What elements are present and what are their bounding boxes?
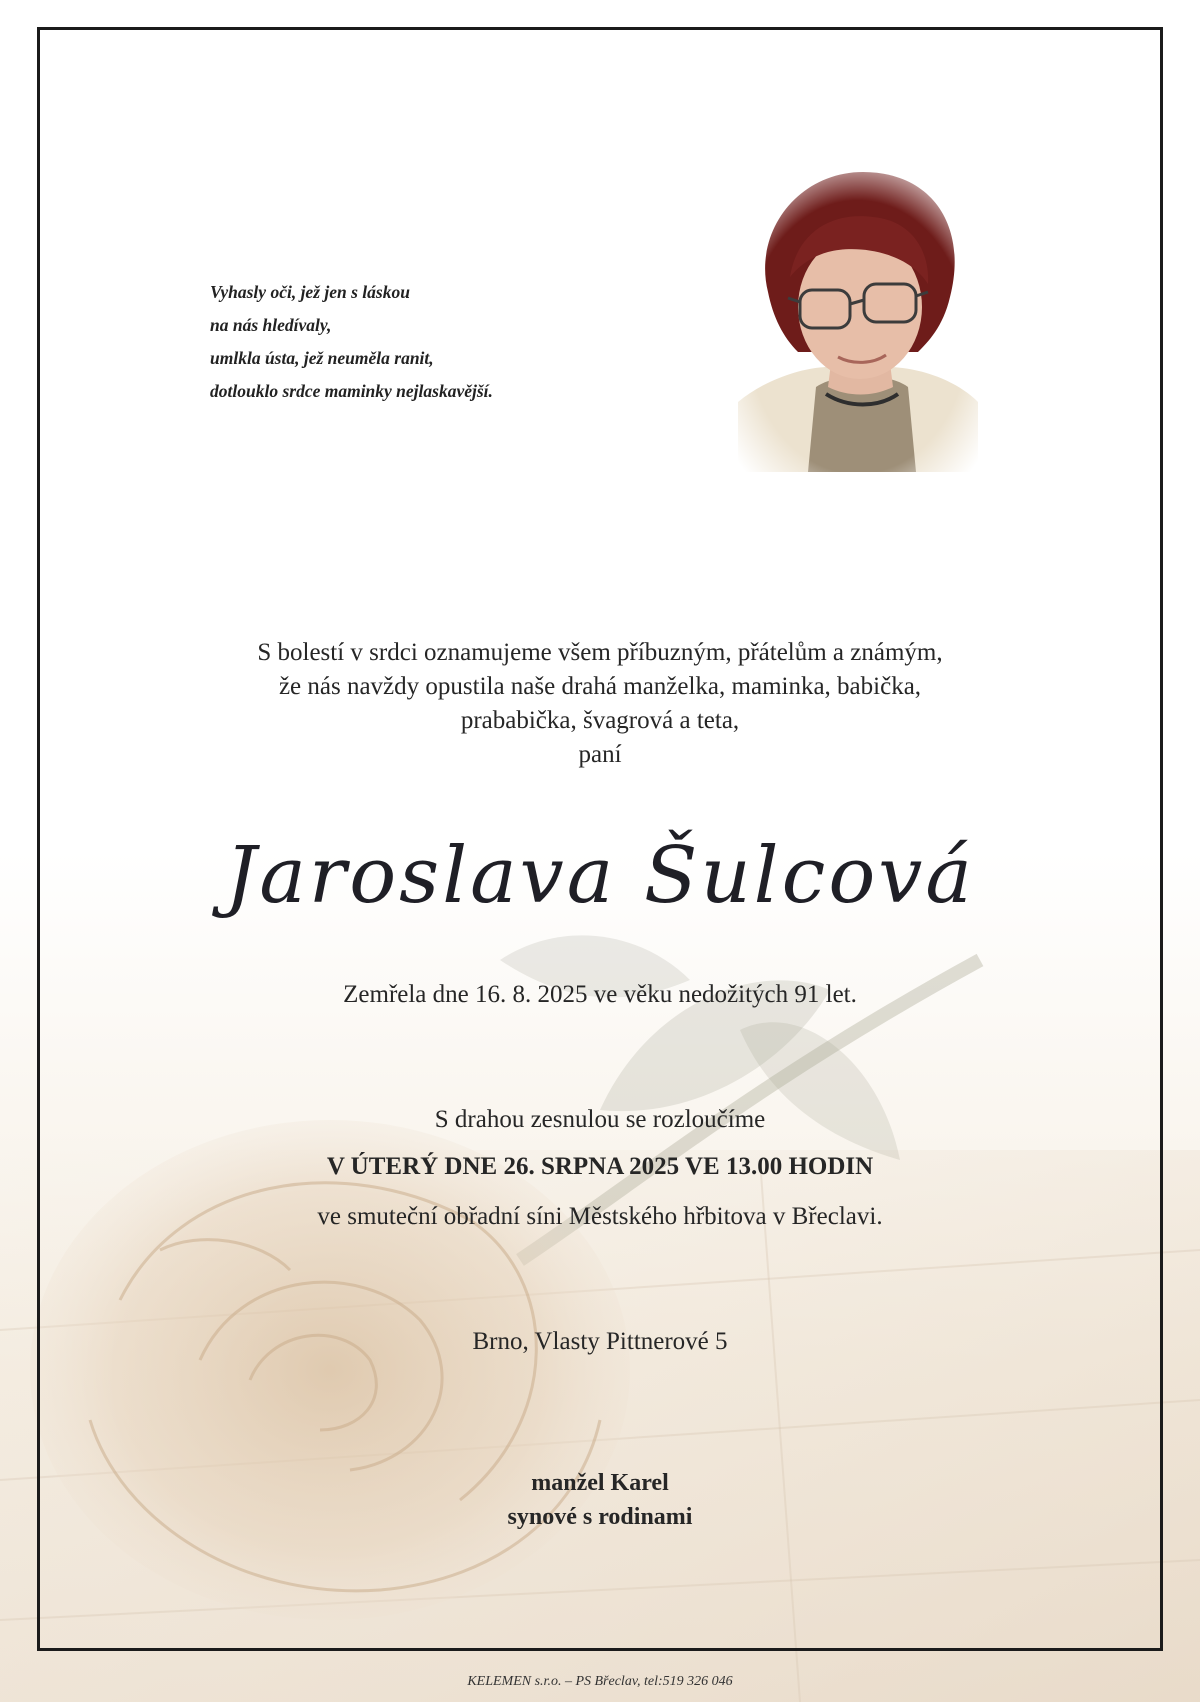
poem-line: Vyhasly oči, jež jen s láskou [210,282,410,302]
deceased-name: Jaroslava Šulcová [225,831,975,921]
poem-line: na nás hledívaly, [210,315,332,335]
portrait-photo [738,172,978,472]
farewell-date-time: V ÚTERÝ DNE 26. SRPNA 2025 VE 13.00 HODIN [326,1153,874,1180]
death-date-line: Zemřela dne 16. 8. 2025 ve věku nedožitých 91 let. [343,981,857,1008]
announcement-line: paní [578,741,622,768]
funeral-service-footer: KELEMEN s.r.o. – PS Břeclav, tel:519 326 046 [467,1674,733,1689]
poem-verse [210,276,670,408]
announcement-text [40,636,1160,772]
farewell-intro: S drahou zesnulou se rozloučíme [434,1106,766,1133]
farewell-place: ve smuteční obřadní síni Městského hřbitova v Břeclavi. [317,1203,883,1230]
mourner-line: synové s rodinami [507,1504,693,1530]
poem-line: umlkla ústa, jež neuměla ranit, [210,348,434,368]
poem-line: dotlouklo srdce maminky nejlaskavější. [210,381,493,401]
announcement-line: S bolestí v srdci oznamujeme všem příbuzným, přátelům a známým, [257,639,943,666]
mourners-list [40,1466,1160,1534]
announcement-line: prababička, švagrová a teta, [460,707,740,734]
family-address: Brno, Vlasty Pittnerové 5 [472,1328,728,1355]
mourner-line: manžel Karel [531,1470,669,1496]
announcement-line: že nás navždy opustila naše drahá manželka, maminka, babička, [278,673,922,700]
